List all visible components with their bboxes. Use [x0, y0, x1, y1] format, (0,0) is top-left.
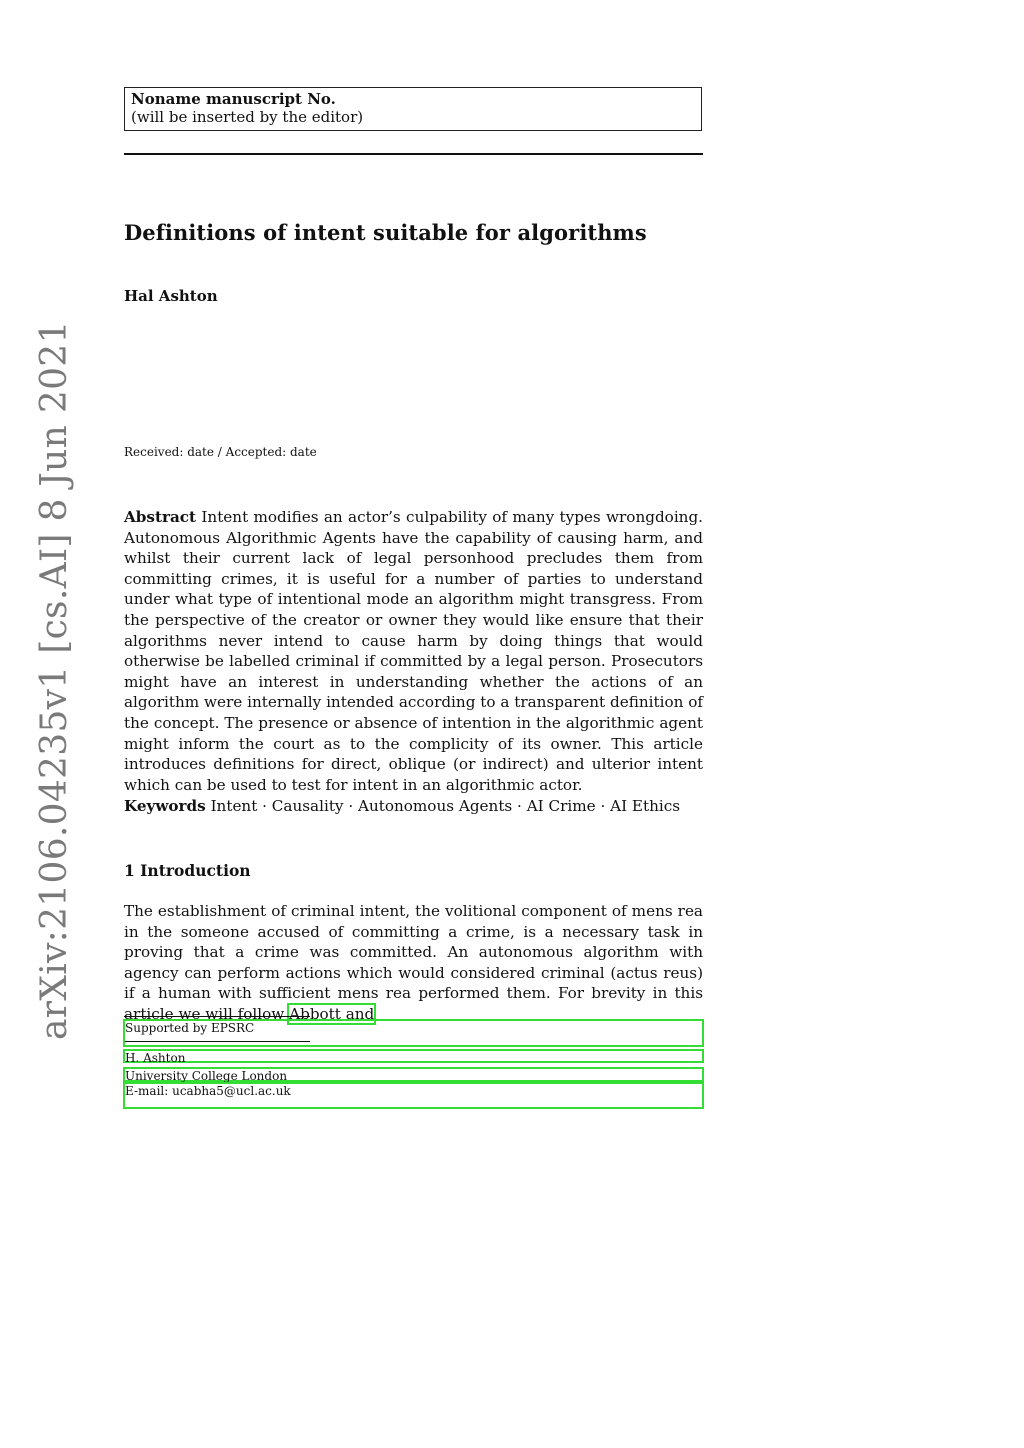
abstract-text: Intent modifies an actor’s culpability of many types wrongdoing. Autonomous Algorithmic Agents have the capability of causing harm, and whilst their current lack of legal personhood precludes them from committing crimes, it is useful for a number of parties to understand under what type of intentional mode an algorithm might transgress. From the perspective of the creator or owner they would like ensure that their algorithms never intend to cause harm by doing things that would otherwise be labelled criminal if committed by a legal person. Prosecutors might have an interest in understanding whether the actions of an algorithm were internally intended according to a transparent definition of the concept. The presence or absence of intention in the algorithmic agent might inform the court as to the complicity of its owner. This article introduces definitions for direct, oblique (or indirect) and ulterior intent which can be used to test for intent in an algorithmic actor.	[124, 508, 704, 794]
footnote-affiliation[interactable]	[123, 1067, 704, 1082]
manuscript-box	[124, 87, 702, 131]
editor-note: (will be inserted by the editor)	[131, 108, 364, 126]
footnote-email[interactable]	[123, 1082, 704, 1109]
header-rule	[124, 153, 703, 155]
footnote-author-name[interactable]	[123, 1049, 704, 1063]
footnote-affiliation-text: University College London	[125, 1069, 288, 1083]
footnote-name-text: H. Ashton	[125, 1051, 186, 1065]
keywords-text: Intent · Causality · Autonomous Agents · AI Crime · AI Ethics	[210, 797, 681, 815]
citation-link[interactable]: Abbott and	[289, 1004, 375, 1023]
introduction-paragraph	[124, 901, 703, 1025]
footnote-support[interactable]	[123, 1019, 704, 1047]
paper-author: Hal Ashton	[124, 287, 218, 305]
introduction-text: The establishment of criminal intent, the volitional component of mens rea in the someone accused of committing a crime, is a necessary task in proving that a crime was committed. An autonomous algorithm with agency can perform actions which would considered criminal (actus reus) if a human with sufficient mens rea performed them. For brevity in this article we will follow	[124, 902, 703, 1023]
footnote-support-text: Supported by EPSRC	[125, 1021, 255, 1035]
arxiv-identifier: arXiv:2106.04235v1 [cs.AI] 8 Jun 2021	[34, 320, 75, 1040]
footnote-email-text: E-mail: ucabha5@ucl.ac.uk	[125, 1084, 291, 1098]
abstract-label: Abstract	[124, 508, 197, 526]
footnote-rule	[124, 1016, 310, 1017]
received-date: Received: date / Accepted: date	[124, 445, 317, 459]
abstract-paragraph	[124, 507, 703, 795]
manuscript-label: Noname manuscript No.	[131, 90, 336, 108]
paper-title: Definitions of intent suitable for algorithms	[124, 220, 647, 245]
keywords-label: Keywords	[124, 797, 206, 815]
keywords-line	[124, 797, 680, 815]
section-heading-introduction: 1 Introduction	[124, 861, 251, 880]
